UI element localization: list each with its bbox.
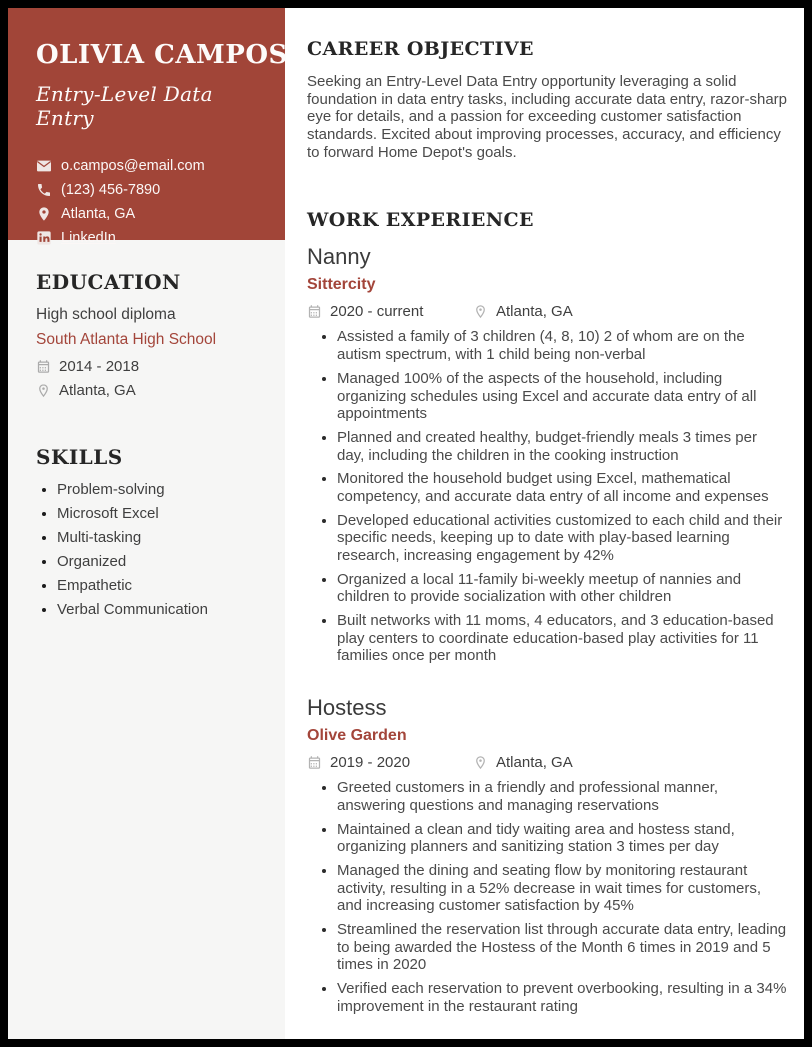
education-location-row [36, 382, 261, 399]
job-location: Atlanta, GA [496, 754, 573, 772]
skills-heading: SKILLS [36, 445, 123, 469]
skill-item: • Empathetic [57, 577, 261, 594]
calendar-icon [307, 304, 322, 319]
job-bullet: • Organized a local 11-family bi-weekly meetup of nannies and children to provide socialization with other children [337, 571, 787, 606]
job-company: Olive Garden [307, 727, 407, 745]
phone-text: (123) 456-7890 [61, 182, 161, 198]
education-dates-row [36, 358, 261, 375]
job-bullet: • Planned and created healthy, budget-friendly meals 3 times per day, including the children in the cooking instruction [337, 429, 787, 464]
career-objective-text: Seeking an Entry-Level Data Entry opportunity leveraging a solid foundation in data entry tasks, including accurate data entry, razor-sharp eye for details, and a passion for exceeding customer satisfaction standards. Excited about improving processes, accuracy, and efficiency to forward Home Depot's goals. [307, 73, 787, 161]
job-title: Nanny [307, 244, 371, 270]
job-dates: 2020 - current [330, 303, 424, 321]
skill-item: • Organized [57, 553, 261, 570]
education-dates: 2014 - 2018 [59, 358, 140, 375]
calendar-icon [36, 359, 51, 374]
person-name: OLIVIA CAMPOS [36, 40, 288, 70]
contact-location [36, 206, 261, 222]
person-title: Entry-Level Data Entry [36, 82, 213, 130]
linkedin-link[interactable]: LinkedIn [61, 230, 116, 246]
job-bullet: • Verified each reservation to prevent overbooking, resulting in a 34% improvement in the restaurant rating [337, 980, 787, 1015]
education-location: Atlanta, GA [59, 382, 136, 399]
job-bullet-list [307, 779, 787, 1015]
contact-block [36, 158, 261, 246]
contact-phone [36, 182, 261, 198]
location-pin-icon [36, 383, 51, 398]
calendar-icon [307, 755, 322, 770]
skills-section [36, 445, 261, 618]
skill-item: • Problem-solving [57, 481, 261, 498]
job-bullet: • Managed 100% of the aspects of the household, including organizing schedules using Excel and accurate data entry of all appointments [337, 370, 787, 423]
phone-icon [36, 182, 52, 198]
job-bullet-list [307, 328, 787, 665]
job-bullet: • Developed educational activities customized to each child and their specific needs, keeping up to date with play-based learning research, increasing engagement by 42% [337, 512, 787, 565]
job-bullet: • Managed the dining and seating flow by monitoring restaurant activity, resulting in a 52% decrease in wait times for customers, and increasing customer satisfaction by 45% [337, 862, 787, 915]
sidebar-header [8, 8, 288, 246]
job-title: Hostess [307, 695, 387, 721]
work-experience-heading: WORK EXPERIENCE [307, 209, 534, 232]
location-pin-icon [473, 304, 488, 319]
job-dates: 2019 - 2020 [330, 754, 411, 772]
sidebar [8, 8, 288, 1039]
education-school: South Atlanta High School [36, 331, 217, 348]
job-bullet: • Monitored the household budget using Excel, mathematical competency, and accurate data entry of all income and expenses [337, 470, 787, 505]
job-meta-row [307, 754, 787, 771]
education-degree: High school diploma [36, 306, 176, 323]
job-meta-row [307, 303, 787, 320]
job-bullet: • Streamlined the reservation list through accurate data entry, leading to being awarded the Hostess of the Month 6 times in 2019 and 5 times in 2020 [337, 921, 787, 974]
career-objective-heading: CAREER OBJECTIVE [307, 38, 534, 60]
job-bullet: • Maintained a clean and tidy waiting area and hostess stand, organizing planners and sanitizing station 3 times per day [337, 821, 787, 856]
job-entry [307, 244, 787, 665]
skill-item: • Microsoft Excel [57, 505, 261, 522]
education-section [36, 270, 261, 399]
location-icon [36, 206, 52, 222]
job-bullet: • Built networks with 11 moms, 4 educators, and 3 education-based play centers to coordinate education-based play activities for 11 families once per month [337, 612, 787, 665]
main-content [285, 8, 804, 1039]
job-bullet: • Assisted a family of 3 children (4, 8, 10) 2 of whom are on the autism spectrum, with 1 child being non-verbal [337, 328, 787, 363]
job-bullet: • Greeted customers in a friendly and professional manner, answering questions and managing reservations [337, 779, 787, 814]
job-entry [307, 695, 787, 1015]
skill-item: • Multi-tasking [57, 529, 261, 546]
location-text: Atlanta, GA [61, 206, 136, 222]
location-pin-icon [473, 755, 488, 770]
email-icon [36, 158, 52, 174]
skill-item: • Verbal Communication [57, 601, 261, 618]
sidebar-body [8, 240, 285, 625]
skills-list [36, 481, 261, 618]
job-company: Sittercity [307, 276, 376, 294]
contact-email [36, 158, 261, 174]
email-text: o.campos@email.com [61, 158, 205, 174]
job-location: Atlanta, GA [496, 303, 573, 321]
education-heading: EDUCATION [36, 270, 181, 294]
